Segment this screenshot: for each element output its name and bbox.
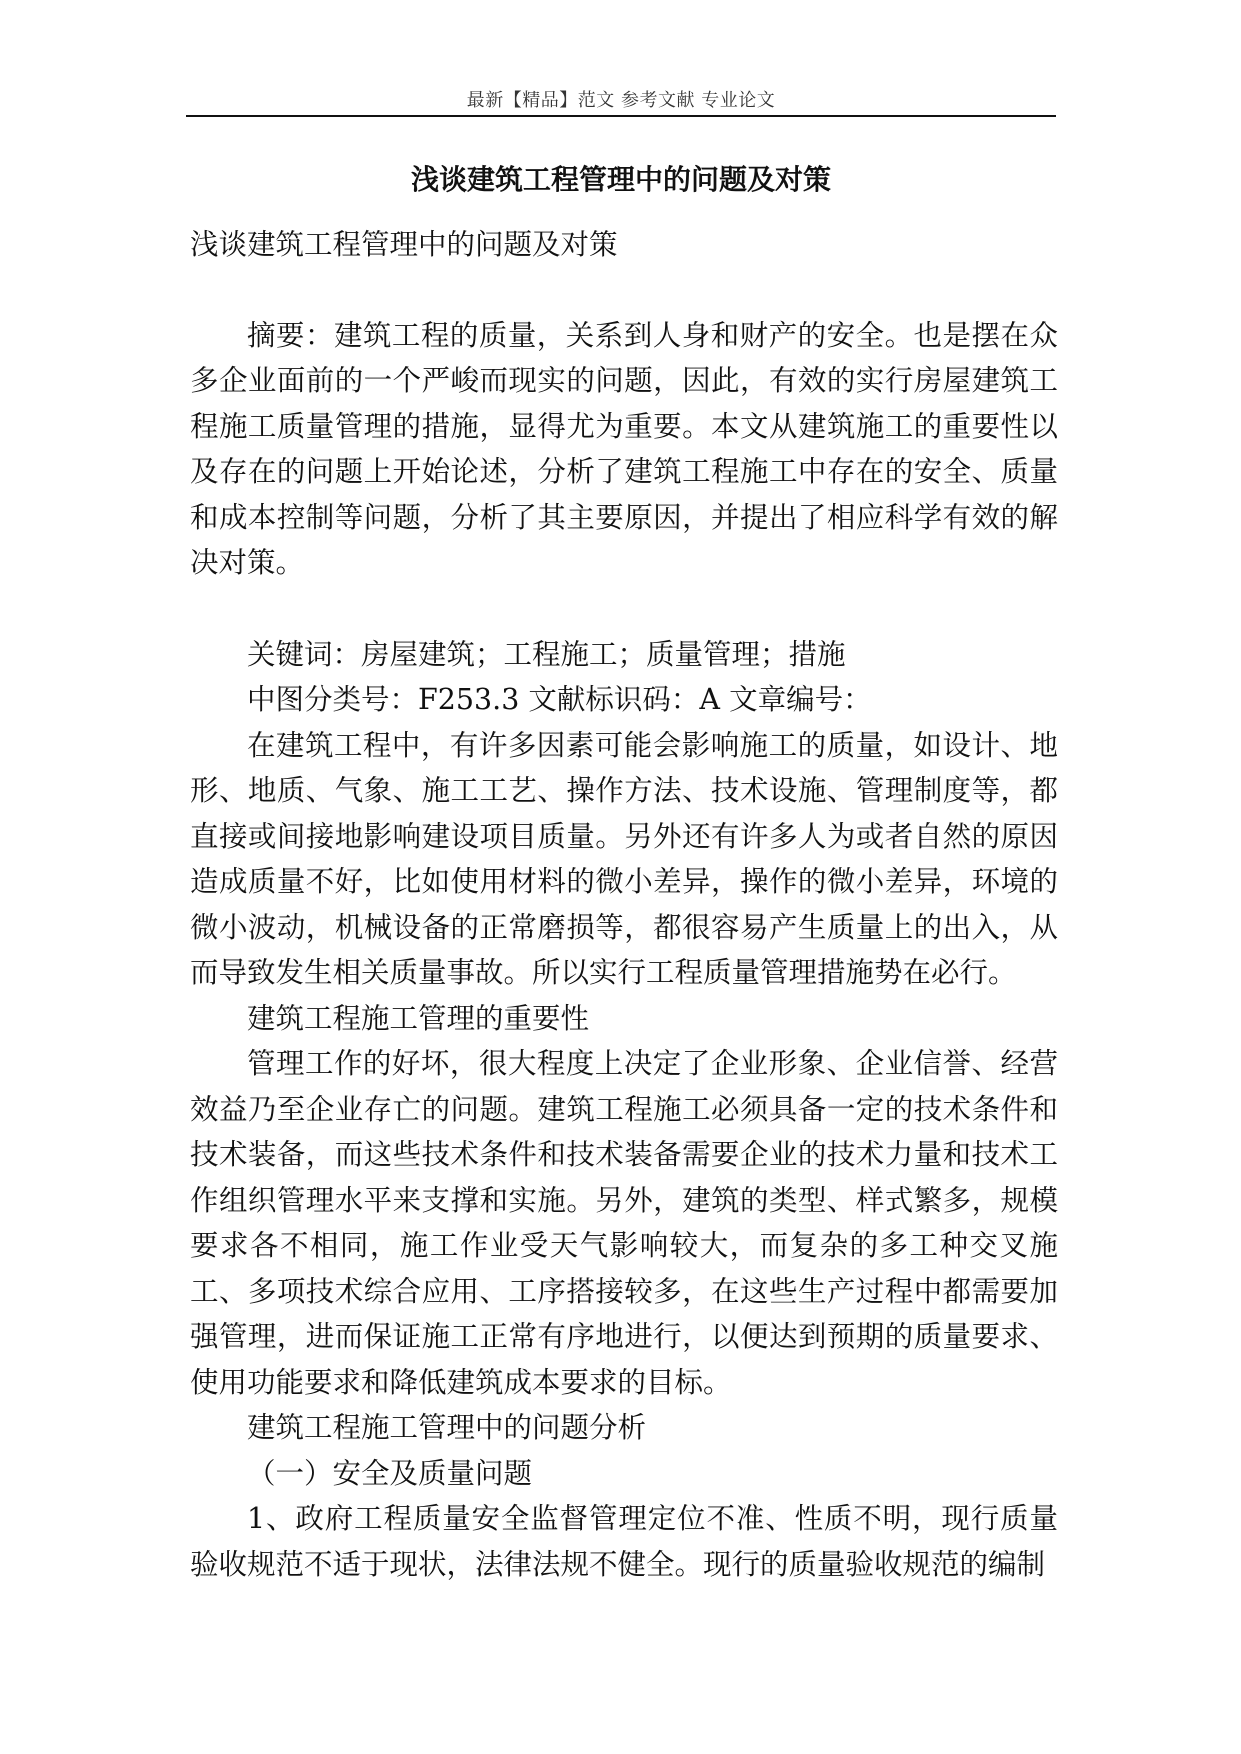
document-title: 浅谈建筑工程管理中的问题及对策 — [410, 163, 831, 196]
section-heading: 建筑工程施工管理中的问题分析 — [247, 1411, 647, 1444]
section-heading: 建筑工程施工管理的重要性 — [247, 1001, 590, 1035]
body-paragraph: 在建筑工程中，有许多因素可能会影响施工的质量，如设计、地形、地质、气象、施工工艺、操作方法、技术设施、管理制度等，都直接或间接地影响建设项目质量。另外还有许多人为或者自然的原因造成质量不好，比如使用材料的微小差异，操作的微小差异，环境的微小波动，机械设备的正常磨损等，都很容易产生质量上的出入，从而导致发生相关质量事故。所以实行工程质量管理措施势在必行。 — [190, 728, 1058, 989]
body-paragraph: 管理工作的好坏，很大程度上决定了企业形象、企业信誉、经营效益乃至企业存亡的问题。建筑工程施工必须具备一定的技术条件和技术装备，而这些技术条件和技术装备需要企业的技术力量和技术工作组织管理水平来支撑和实施。另外，建筑的类型、样式繁多，规模要求各不相同，施工作业受天气影响较大，而复杂的多工种交叉施工、多项技术综合应用、工序搭接较多，在这些生产过程中都需要加强管理，进而保证施工正常有序地进行，以便达到预期的质量要求、使用功能要求和降低建筑成本要求的目标。 — [190, 1047, 1058, 1399]
abstract-paragraph: 摘要：建筑工程的质量，关系到人身和财产的安全。也是摆在众多企业面前的一个严峻而现实的问题，因此，有效的实行房屋建筑工程施工质量管理的措施，显得尤为重要。本文从建筑施工的重要性以及存在的问题上开始论述，分析了建筑工程施工中存在的安全、质量和成本控制等问题，分析了其主要原因，并提出了相应科学有效的解决对策。 — [190, 318, 1058, 579]
header-divider — [186, 115, 1056, 117]
classification-line: 中图分类号：F253.3 文献标识码：A 文章编号： — [247, 683, 872, 716]
body-paragraph: 1、政府工程质量安全监督管理定位不准、性质不明，现行质量验收规范不适于现状，法律法规不健全。现行的质量验收规范的编制 — [190, 1502, 1058, 1581]
document-subtitle: 浅谈建筑工程管理中的问题及对策 — [190, 228, 618, 261]
subsection-heading: （一）安全及质量问题 — [247, 1456, 533, 1490]
keywords-line: 关键词：房屋建筑；工程施工；质量管理；措施 — [247, 637, 846, 671]
document-body — [190, 222, 1058, 1587]
page-header: 最新【精品】范文 参考文献 专业论文 — [466, 90, 776, 111]
